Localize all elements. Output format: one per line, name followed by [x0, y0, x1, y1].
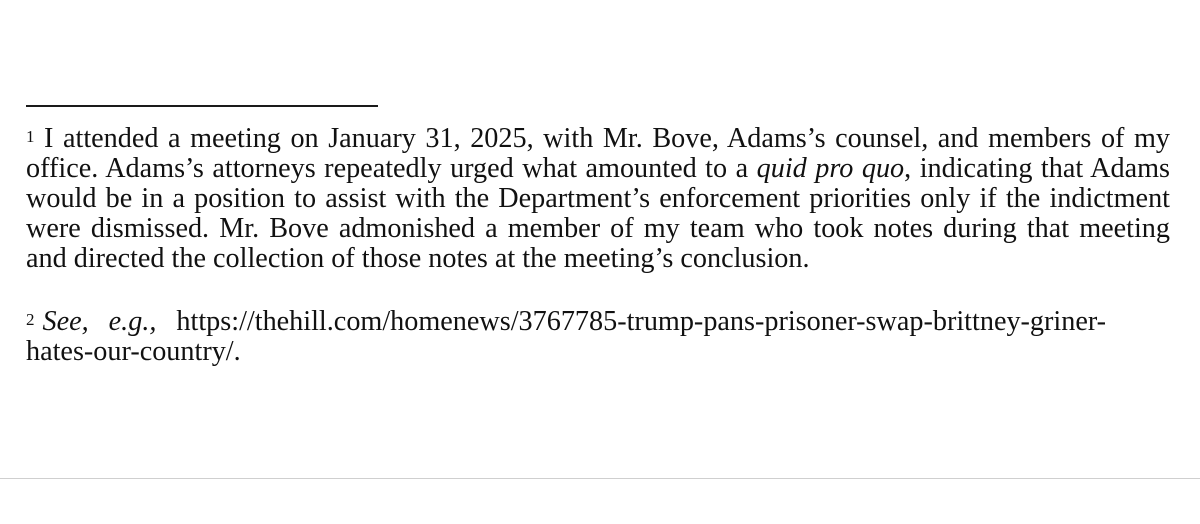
footnote-1-italic-phrase: quid pro quo	[756, 153, 905, 184]
footnote-separator	[26, 105, 378, 107]
bottom-divider	[0, 478, 1200, 479]
footnote-1	[26, 124, 1170, 274]
footnote-2	[26, 307, 1170, 367]
footnote-2-signal: See,	[42, 306, 89, 337]
footnote-1-text-before: I attended a meeting on January 31, 2025, with Mr. Bove, Adams’s counsel, and members of my office. Adams’s attorneys repeatedly urged what amounted to a	[26, 123, 1170, 184]
footnote-1-text-after: , indicating that Adams would be in a position to assist with the Department’s enforcement priorities only if the indictment were dismissed. Mr. Bove admonished a member of my team who took notes during that meeting and directed the collection of those notes at the meeting’s conclusion.	[26, 153, 1170, 274]
footnote-1-number: 1	[26, 127, 35, 146]
footnote-2-signal-2: e.g.,	[108, 306, 157, 337]
footnote-2-url: https://thehill.com/homenews/3767785-trump-pans-prisoner-swap-brittney-griner-hates-our-country/.	[26, 306, 1107, 367]
footnote-2-number: 2	[26, 310, 35, 329]
